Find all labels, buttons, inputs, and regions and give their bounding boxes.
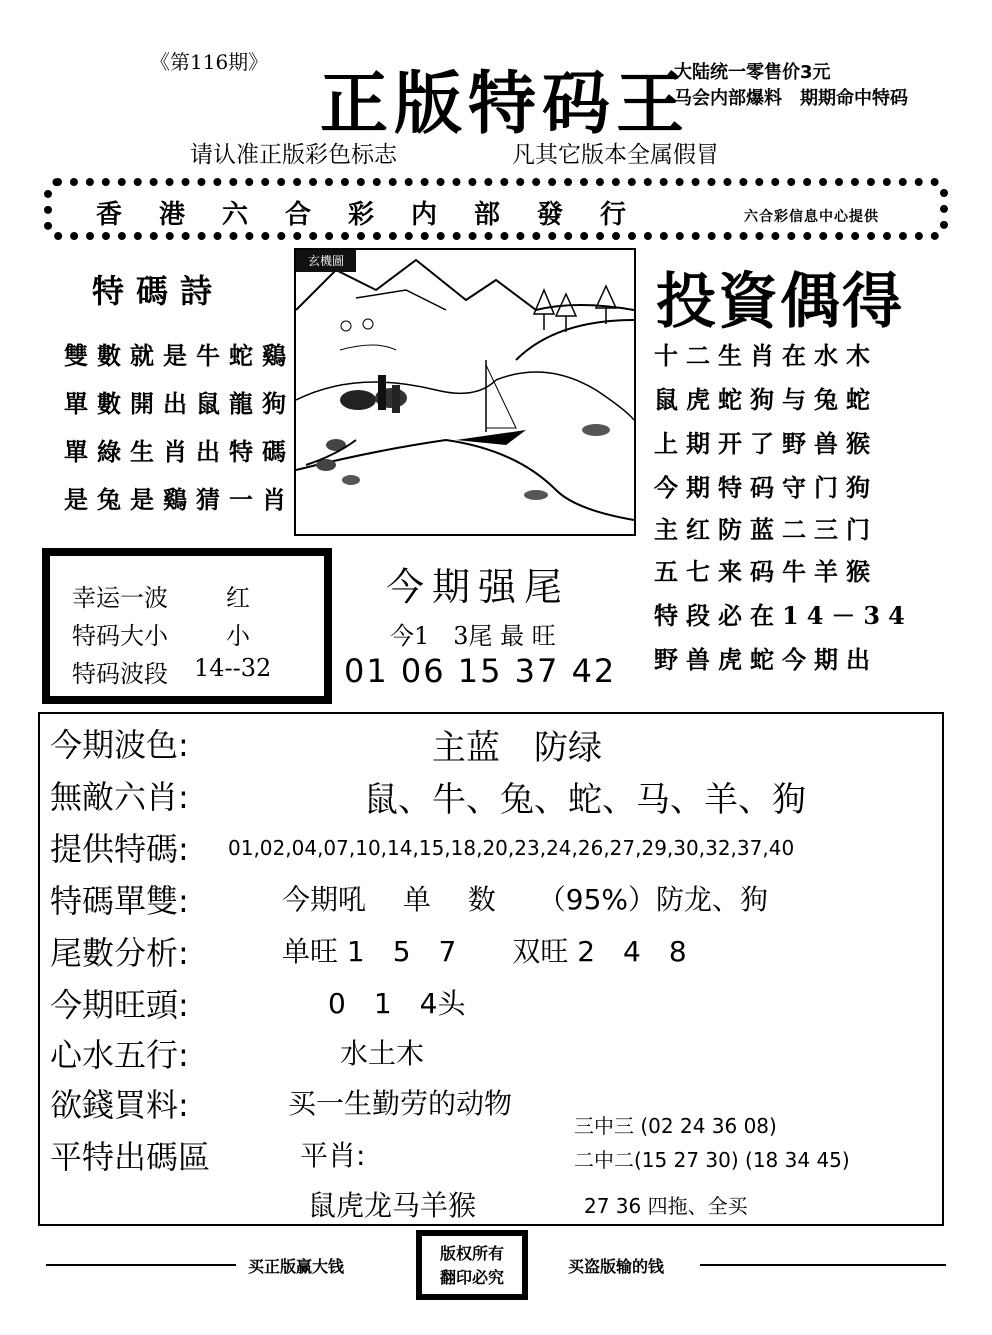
footer-rule-right [700, 1264, 946, 1266]
invest-line: 十二生肖在水木 [654, 341, 878, 370]
notice-right: 凡其它版本全属假冒 [512, 142, 719, 168]
copyright-box [416, 1230, 528, 1300]
landscape-illustration [294, 248, 636, 536]
element-label: 心水五行: [50, 1036, 189, 1074]
issuer-text: 香港六合彩内部發行 [96, 200, 664, 230]
flat-sub: 平肖: [300, 1139, 366, 1172]
codes-value: 01,02,04,07,10,14,15,18,20,23,24,26,27,29,30,32,37,40 [228, 836, 795, 860]
copyright-line-1: 版权所有 [439, 1244, 504, 1263]
head-value: 0 1 4头 [328, 987, 466, 1020]
picture-tag: 玄機圖 [296, 250, 356, 272]
slogan-text: 马会内部爆料 期期命中特码 [674, 88, 908, 109]
poem-line: 雙數就是牛蛇鷄 [64, 341, 295, 370]
invest-line: 鼠虎蛇狗与兔蛇 [654, 385, 878, 414]
strong-tail-title: 今期强尾 [386, 565, 571, 609]
invest-line: 野兽虎蛇今期出 [654, 645, 878, 674]
landscape-drawing [296, 250, 634, 534]
wave-value: 主蓝 防绿 [432, 728, 602, 768]
luck-value: 14--32 [194, 654, 272, 682]
footer-right-text: 买盗版输的钱 [568, 1257, 665, 1276]
codes-label: 提供特碼: [50, 830, 189, 868]
strong-tail-numbers: 01 06 15 37 42 [344, 652, 617, 690]
oddeven-label: 特碼單雙: [50, 882, 189, 920]
invest-line: 上期开了野兽猴 [654, 429, 878, 458]
flat-zodiac: 鼠虎龙马羊猴 [308, 1189, 477, 1222]
price-text: 大陆统一零售价3元 [674, 62, 831, 83]
invest-line: 今期特码守门狗 [654, 473, 878, 502]
flat-label: 平特出碼區 [50, 1138, 211, 1176]
wave-label: 今期波色: [50, 726, 189, 764]
head-label: 今期旺頭: [50, 986, 189, 1024]
oddeven-value: 今期吼 单 数 （95%）防龙、狗 [282, 883, 769, 916]
provider-text: 六合彩信息中心提供 [744, 209, 879, 225]
combo-three: 三中三 (02 24 36 08) [574, 1114, 777, 1138]
luck-value: 小 [226, 622, 250, 650]
footer-rule-left [46, 1264, 236, 1266]
tail-label: 尾數分析: [50, 934, 189, 972]
poem-line: 單數開出鼠龍狗 [64, 389, 295, 418]
footer-left-text: 买正版赢大钱 [248, 1257, 345, 1276]
poem-line: 單綠生肖出特碼 [64, 437, 295, 466]
combo-drag: 27 36 四拖、全买 [584, 1194, 748, 1218]
luck-label: 幸运一波 [72, 584, 168, 612]
luck-label: 特码波段 [72, 660, 168, 688]
poem-line: 是兔是鷄猜一肖 [64, 485, 295, 514]
luck-label: 特码大小 [72, 622, 168, 650]
buy-value: 买一生勤劳的动物 [288, 1087, 513, 1120]
buy-label: 欲錢買料: [50, 1086, 189, 1124]
poem-title: 特碼詩 [92, 272, 225, 310]
copyright-line-2: 翻印必究 [439, 1268, 504, 1287]
invest-title: 投資偶得 [656, 267, 904, 337]
invest-line: 特段必在14－34 [654, 601, 913, 630]
element-value: 水土木 [340, 1037, 425, 1070]
zodiac-label: 無敵六肖: [50, 778, 189, 816]
luck-value: 红 [226, 584, 250, 612]
issue-number: 《第116期》 [150, 50, 269, 74]
combo-two: 二中二(15 27 30) (18 34 45) [574, 1148, 850, 1172]
strong-tail-subtitle: 今1 3尾 最 旺 [390, 622, 556, 650]
invest-line: 五七来码牛羊猴 [654, 557, 878, 586]
tail-value: 单旺 1 5 7 双旺 2 4 8 [282, 935, 687, 968]
invest-line: 主红防蓝二三门 [654, 515, 878, 544]
notice-left: 请认准正版彩色标志 [190, 142, 397, 168]
zodiac-value: 鼠、牛、兔、蛇、马、羊、狗 [364, 780, 806, 820]
page-title: 正版特码王 [320, 65, 691, 144]
